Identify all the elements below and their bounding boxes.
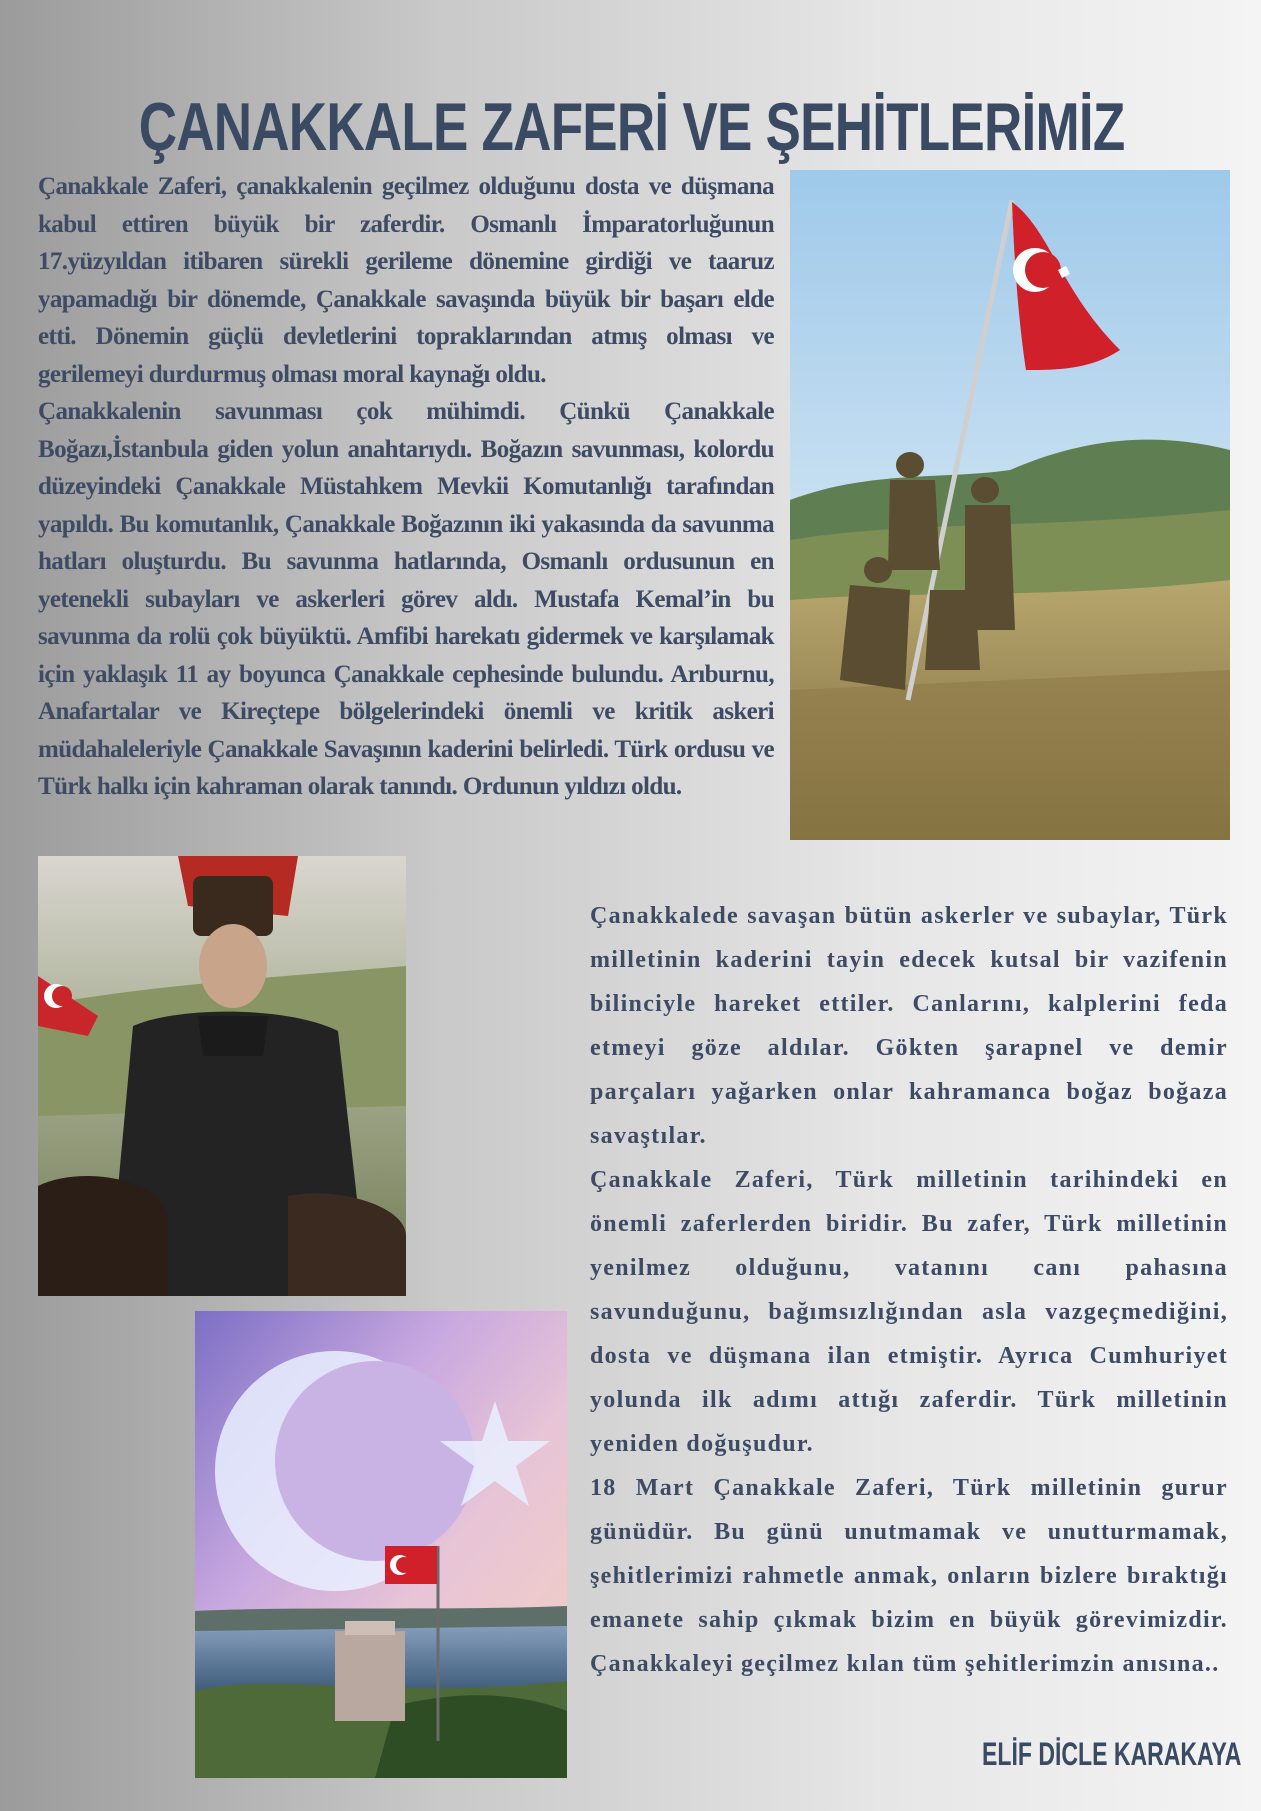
right-paragraph-2: Çanakkale Zaferi, Türk milletinin tarihindeki en önemli zaferlerden biridir. Bu zafer, Türk milletinin yenilmez olduğunu, vatanını canı pahasına savunduğunu, bağımsızlığından asla vazgeçmediğini, dosta ve düşmana ilan etmiştir. Ayrıca Cumhuriyet yolunda ilk adımı attığı zaferdir. Türk milletinin yeniden doğuşudur. [590,1167,1228,1457]
ataturk-portrait-photo [38,856,406,1296]
page-title: ÇANAKKALE ZAFERİ VE ŞEHİTLERİMİZ [138,88,1125,165]
left-paragraph-1: Çanakkale Zaferi, çanakkalenin geçilmez olduğunu dosta ve düşmana kabul ettiren büyük bir zaferdir. Osmanlı İmparatorluğunun 17.yüzyıldan itibaren sürekli gerileme dönemine girdiği ve taaruz yapamadığı bir dönemde, Çanakkale savaşında büyük bir başarı elde etti. Dönemin güçlü devletlerini topraklarından atmış olması ve gerilemeyi durdurmuş olması moral kaynağı oldu. [38,173,774,388]
soldiers-raising-flag-photo [790,170,1230,840]
right-paragraph-1: Çanakkalede savaşan bütün askerler ve subaylar, Türk milletinin kaderini tayin edecek kutsal bir vazifenin bilinciyle hareket ettiler. Canlarını, kalplerini feda etmeyi göze aldılar. Gökten şarapnel ve demir parçaları yağarken onlar kahramanca boğaz boğaza savaştılar. [590,903,1228,1149]
right-paragraph-3: 18 Mart Çanakkale Zaferi, Türk milletinin gurur günüdür. Bu günü unutmamak ve unutturmamak, şehitlerimizi rahmetle anmak, onların bizlere bıraktığı emanete sahip çıkmak bizim en büyük görevimizdir. Çanakkaleyi geçilmez kılan tüm şehitlerimzin anısına.. [590,1475,1228,1677]
author-name: ELİF DİCLE KARAKAYA [982,1736,1242,1772]
left-text-column [38,168,774,806]
left-paragraph-2: Çanakkalenin savunması çok mühimdi. Çünkü Çanakkale Boğazı,İstanbula giden yolun anahtarıydı. Boğazın savunması, kolordu düzeyindeki Çanakkale Müstahkem Mevkii Komutanlığı tarafından yapıldı. Bu komutanlık, Çanakkale Boğazının iki yakasında da savunma hatları oluşturdu. Bu savunma hatlarında, Osmanlı ordusunun en yetenekli subayları ve askerleri görev aldı. Mustafa Kemal’in bu savunma da rolü çok büyüktü. Amfibi harekatı gidermek ve karşılamak için yaklaşık 11 ay boyunca Çanakkale cephesinde bulundu. Arıburnu, Anafartalar ve Kireçtepe bölgelerindeki önemli ve kritik askeri müdahaleleriyle Çanakkale Savaşının kaderini belirledi. Türk ordusu ve Türk halkı için kahraman olarak tanındı. Ordunun yıldızı oldu. [38,398,774,800]
right-text-column [590,894,1228,1686]
martyrs-memorial-photo [195,1311,567,1778]
